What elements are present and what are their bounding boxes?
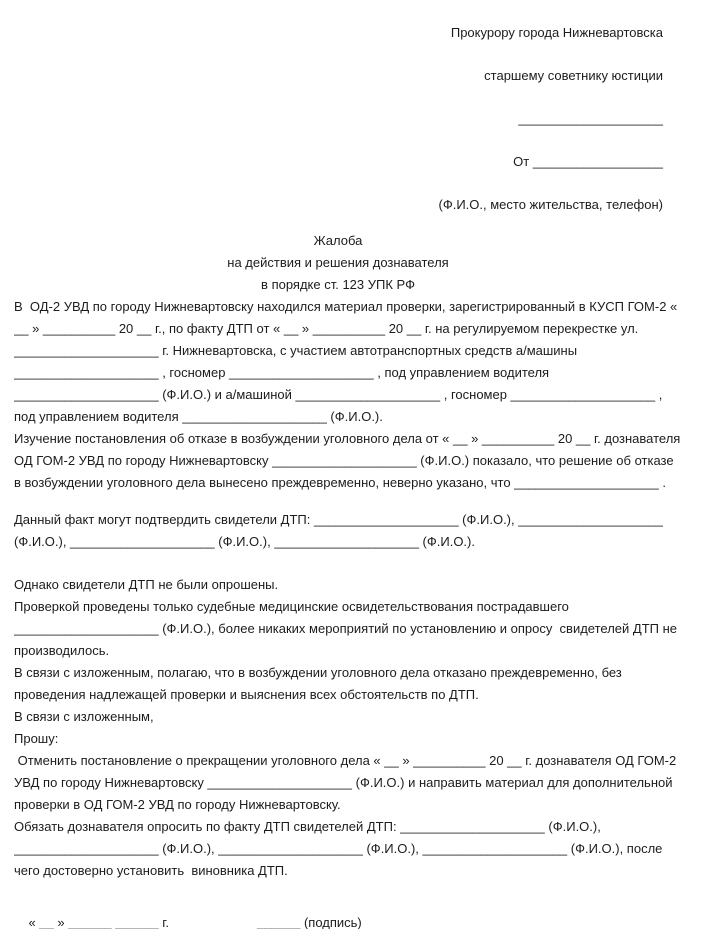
body-line: Обязать дознавателя опросить по факту ДТП свидетелей ДТП: ____________________ (Ф.И.О.),: [14, 819, 601, 834]
paragraph-witnesses: [14, 509, 720, 553]
document-body: [14, 296, 720, 882]
body-line: чего достоверно установить виновника ДТП.: [14, 863, 288, 878]
sender-from-blank: От __________________: [513, 154, 663, 169]
body-line: ____________________ (Ф.И.О.), ____________________ (Ф.И.О.), ____________________ (Ф.И.О.), после: [14, 841, 663, 856]
document-title: [0, 230, 676, 296]
body-line: ОД ГОМ-2 УВД по городу Нижневартовску ____________________ (Ф.И.О.) показало, что решение об отказе: [14, 453, 674, 468]
title-line: Жалоба: [313, 233, 363, 248]
body-line: проверки в ОД ГОМ-2 УВД по городу Нижневартовску.: [14, 797, 341, 812]
body-line: Прошу:: [14, 731, 59, 746]
body-line: Однако свидетели ДТП не были опрошены.: [14, 577, 279, 592]
sender-caption: (Ф.И.О., место жительства, телефон): [438, 197, 663, 212]
body-line: Отменить постановление о прекращении уголовного дела « __ » __________ 20 __ г. дознавателя ОД ГОМ-2: [14, 753, 677, 768]
body-line: ____________________ , госномер ____________________ , под управлением водителя: [14, 365, 550, 380]
body-line: __ » __________ 20 __ г., по факту ДТП от « __ » __________ 20 __ г. на регулируемом перекрестке ул.: [14, 321, 639, 336]
body-line: Изучение постановления об отказе в возбуждении уголовного дела от « __ » __________ 20 __ г. дознавателя: [14, 431, 681, 446]
body-line: ____________________ (Ф.И.О.), более никаких мероприятий по установлению и опросу свидетелей ДТП не: [14, 621, 677, 636]
body-line: производилось.: [14, 643, 110, 658]
addressee-block: [0, 0, 720, 216]
body-line: В связи с изложенным, полагаю, что в возбуждении уголовного дела отказано преждевременно, без: [14, 665, 622, 680]
body-line: В ОД-2 УВД по городу Нижневартовску находился материал проверки, зарегистрированный в КУСП ГОМ-2 «: [14, 299, 678, 314]
signature-blank-line: ______ (подпись): [256, 915, 362, 929]
body-line: в возбуждении уголовного дела вынесено преждевременно, неверно указано, что ____________________ .: [14, 475, 666, 490]
body-line: Данный факт могут подтвердить свидетели ДТП: ____________________ (Ф.И.О.), ____________________: [14, 512, 663, 527]
addressee-name-blank: ____________________: [518, 111, 663, 126]
body-line: проведения надлежащей проверки и выяснения всех обстоятельств по ДТП.: [14, 687, 479, 702]
addressee-line: Прокурору города Нижневартовска: [450, 25, 663, 40]
date-blank-line: « __ » ______ ______ г.: [28, 915, 169, 929]
title-line: на действия и решения дознавателя: [227, 255, 449, 270]
paragraph-facts: [14, 296, 720, 494]
paragraph-arguments-and-request: [14, 574, 720, 882]
body-line: УВД по городу Нижневартовску ____________________ (Ф.И.О.) и направить материал для дополнительной: [14, 775, 673, 790]
body-line: (Ф.И.О.), ____________________ (Ф.И.О.), ____________________ (Ф.И.О.).: [14, 534, 475, 549]
signature-block: [14, 890, 720, 929]
body-line: В связи с изложенным,: [14, 709, 154, 724]
body-line: Проверкой проведены только судебные медицинские освидетельствования пострадавшего: [14, 599, 569, 614]
addressee-line: старшему советнику юстиции: [484, 68, 663, 83]
body-line: ____________________ г. Нижневартовска, с участием автотранспортных средств а/машины: [14, 343, 578, 358]
body-line: ____________________ (Ф.И.О.) и а/машиной ____________________ , госномер ____________________ ,: [14, 387, 663, 402]
title-line: в порядке ст. 123 УПК РФ: [261, 277, 415, 292]
body-line: под управлением водителя ____________________ (Ф.И.О.).: [14, 409, 383, 424]
